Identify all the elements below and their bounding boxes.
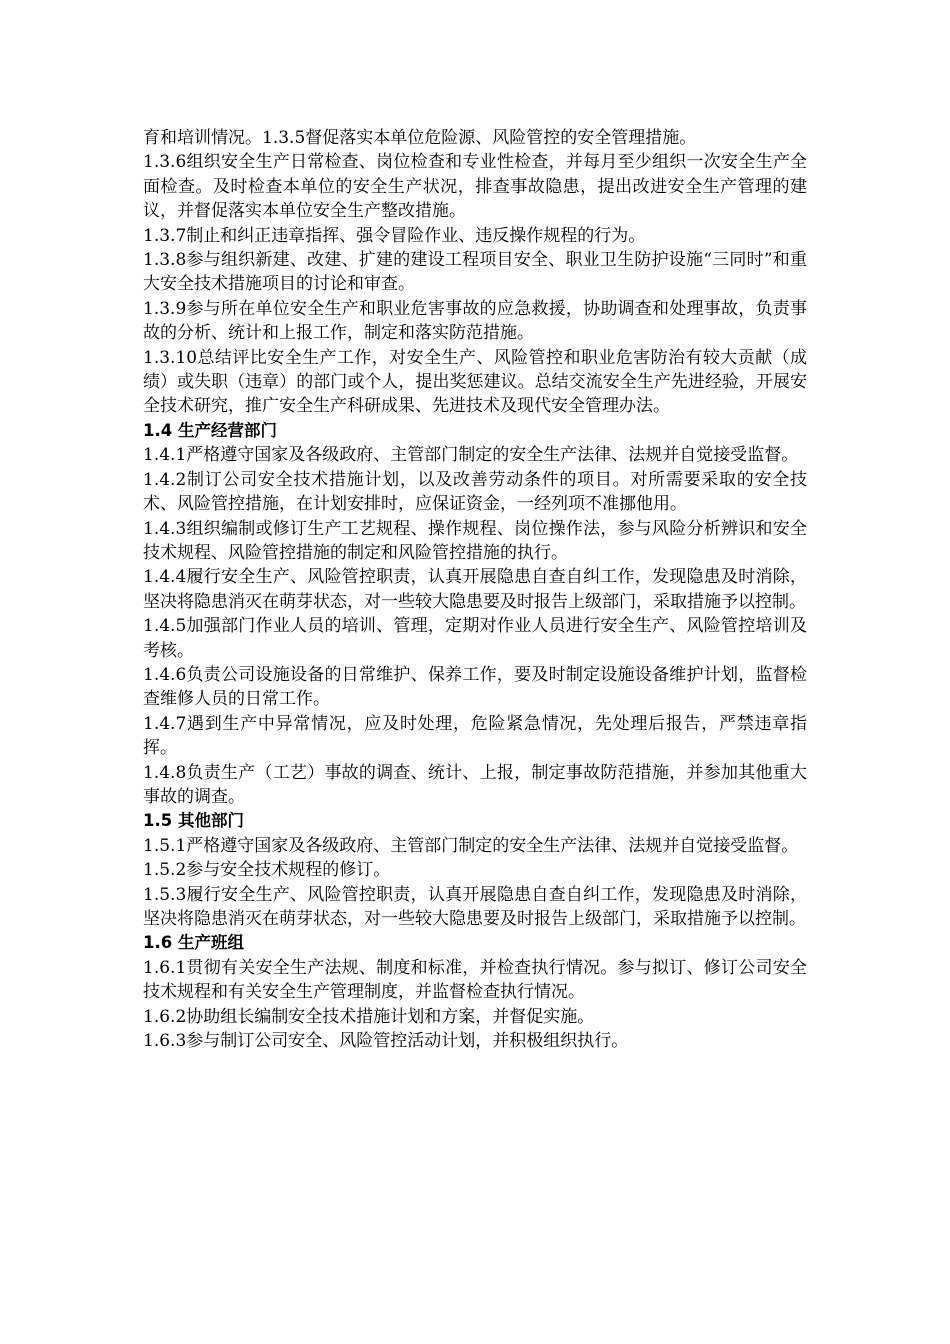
section-heading-1-6: 1.6 生产班组 [143, 933, 244, 953]
paragraph-1-4-1: 1.4.1严格遵守国家及各级政府、主管部门制定的安全生产法律、法规并自觉接受监督。 [143, 445, 799, 466]
paragraph-1-4-8: 1.4.8负责生产（工艺）事故的调查、统计、上报，制定事故防范措施，并参加其他重大事故的调查。 [143, 762, 807, 807]
paragraph-1-6-2: 1.6.2协助组长编制安全技术措施计划和方案，并督促实施。 [143, 1006, 595, 1027]
paragraph-1-3-6: 1.3.6组织安全生产日常检查、岗位检查和专业性检查，并每月至少组织一次安全生产全面检查。及时检查本单位的安全生产状况，排查事故隐患，提出改进安全生产管理的建议，并督促落实本单位安全生产整改措施。 [143, 152, 807, 222]
section-heading-1-5: 1.5 其他部门 [143, 811, 244, 831]
paragraph-1-4-2: 1.4.2制订公司安全技术措施计划，以及改善劳动条件的项目。对所需要采取的安全技术、风险管控措施，在计划安排时，应保证资金，一经列项不准挪他用。 [143, 469, 807, 515]
paragraph-1-4-5: 1.4.5加强部门作业人员的培训、管理，定期对作业人员进行安全生产、风险管控培训及考核。 [143, 616, 807, 661]
paragraph-1-4-3: 1.4.3组织编制或修订生产工艺规程、操作规程、岗位操作法，参与风险分析辨识和安全技术规程、风险管控措施的制定和风险管控措施的执行。 [143, 518, 807, 563]
paragraph-1-3-5: 育和培训情况。1.3.5督促落实本单位危险源、风险管控的安全管理措施。 [143, 128, 697, 148]
paragraph-1-5-3: 1.5.3履行安全生产、风险管控职责，认真开展隐患自查自纠工作，发现隐患及时消除，坚决将隐患消灭在萌芽状态，对一些较大隐患要及时报告上级部门，采取措施予以控制。 [143, 884, 807, 929]
paragraph-1-3-9: 1.3.9参与所在单位安全生产和职业危害事故的应急救援，协助调查和处理事故，负责事故的分析、统计和上报工作，制定和落实防范措施。 [143, 298, 807, 344]
paragraph-1-5-2: 1.5.2参与安全技术规程的修订。 [143, 860, 391, 881]
paragraph-1-3-7: 1.3.7制止和纠正违章指挥、强令冒险作业、违反操作规程的行为。 [143, 225, 646, 246]
paragraph-1-4-4: 1.4.4履行安全生产、风险管控职责，认真开展隐患自查自纠工作，发现隐患及时消除，坚决将隐患消灭在萌芽状态，对一些较大隐患要及时报告上级部门，采取措施予以控制。 [143, 567, 807, 612]
paragraph-1-5-1: 1.5.1严格遵守国家及各级政府、主管部门制定的安全生产法律、法规并自觉接受监督。 [143, 835, 799, 856]
paragraph-1-6-1: 1.6.1贯彻有关安全生产法规、制度和标准，并检查执行情况。参与拟订、修订公司安全技术规程和有关安全生产管理制度，并监督检查执行情况。 [143, 957, 807, 1003]
paragraph-1-3-8: 1.3.8参与组织新建、改建、扩建的建设工程项目安全、职业卫生防护设施“三同时”和重大安全技术措施项目的讨论和审查。 [143, 250, 807, 295]
paragraph-1-3-10: 1.3.10总结评比安全生产工作，对安全生产、风险管控和职业危害防治有较大贡献（成绩）或失职（违章）的部门或个人，提出奖惩建议。总结交流安全生产先进经验，开展安全技术研究，推广安全生产科研成果、先进技术及现代安全管理办法。 [143, 347, 807, 417]
paragraph-1-4-6: 1.4.6负责公司设施设备的日常维护、保养工作，要及时制定设施设备维护计划，监督检查维修人员的日常工作。 [143, 664, 807, 710]
section-heading-1-4: 1.4 生产经营部门 [143, 420, 277, 440]
document-page [143, 126, 807, 1053]
paragraph-1-6-3: 1.6.3参与制订公司安全、风险管控活动计划，并积极组织执行。 [143, 1031, 629, 1052]
paragraph-1-4-7: 1.4.7遇到生产中异常情况，应及时处理，危险紧急情况，先处理后报告，严禁违章指挥。 [143, 713, 807, 759]
